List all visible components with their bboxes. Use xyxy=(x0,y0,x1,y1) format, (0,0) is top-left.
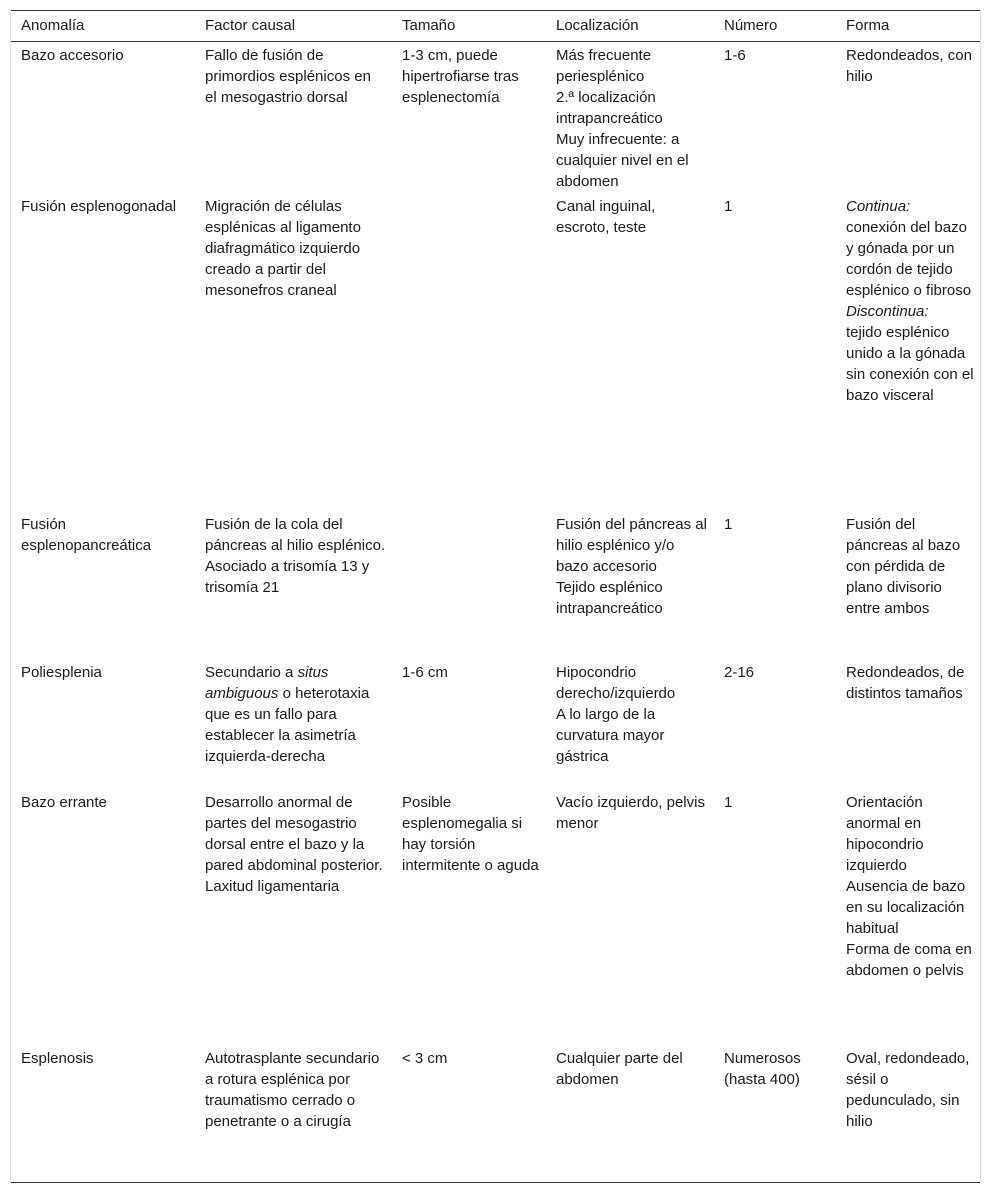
table-row xyxy=(11,193,980,511)
forma-discontinua-label: Discontinua: xyxy=(846,302,929,320)
forma-line: Orientación anormal en hipocondrio izquierdo xyxy=(846,793,924,874)
table-row xyxy=(11,659,980,789)
localizacion-line: Hipocondrio derecho/izquierdo xyxy=(556,663,676,702)
table-container xyxy=(10,10,981,1183)
cell-localizacion xyxy=(546,659,714,789)
header-tamano: Tamaño xyxy=(392,11,546,42)
cell-tamano xyxy=(392,193,546,511)
header-localizacion: Localización xyxy=(546,11,714,42)
header-numero: Número xyxy=(714,11,836,42)
cell-numero: 1 xyxy=(724,793,733,811)
cell-numero: 1 xyxy=(724,515,733,533)
cell-anomalia: Poliesplenia xyxy=(21,663,102,681)
cell-factor-causal: Fusión de la cola del páncreas al hilio esplénico. Asociado a trisomía 13 y trisomía 21 xyxy=(205,515,386,596)
cell-tamano: 1-3 cm, puede hipertrofiarse tras esplenectomía xyxy=(402,47,519,106)
localizacion-line: 2.ª localización intrapancreático xyxy=(556,89,663,127)
localizacion-line: Más frecuente periesplénico xyxy=(556,47,652,85)
cell-localizacion xyxy=(546,42,714,193)
localizacion-line: Tejido esplénico intrapancreático xyxy=(556,578,663,617)
table-row xyxy=(11,789,980,1045)
cell-numero: 2-16 xyxy=(724,663,755,681)
cell-forma: Redondeados, con hilio xyxy=(846,47,972,85)
forma-continua-text: conexión del bazo y gónada por un cordón de tejido esplénico o fibroso xyxy=(846,218,972,299)
header-row xyxy=(11,11,980,42)
cell-factor-causal: Migración de células esplénicas al ligamento diafragmático izquierdo creado a partir del mesonefros craneal xyxy=(205,197,361,299)
cell-numero: Numerosos (hasta 400) xyxy=(714,1045,836,1183)
cell-anomalia: Bazo accesorio xyxy=(21,47,124,64)
localizacion-line: Canal inguinal, escroto, teste xyxy=(556,197,656,236)
forma-discontinua-text: tejido esplénico unido a la gónada sin conexión con el bazo visceral xyxy=(846,323,974,404)
forma-line: Ausencia de bazo en su localización habitual xyxy=(846,877,966,937)
cell-tamano: < 3 cm xyxy=(392,1045,546,1183)
table-row xyxy=(11,42,980,193)
cell-anomalia: Fusión esplenopancreática xyxy=(21,515,152,554)
forma-line: Forma de coma en abdomen o pelvis xyxy=(846,940,972,979)
cell-forma: Fusión del páncreas al bazo con pérdida de plano divisorio entre ambos xyxy=(846,515,961,617)
header-anomalia: Anomalía xyxy=(11,11,195,42)
anomalies-table xyxy=(11,10,980,1183)
localizacion-line: Cualquier parte del abdomen xyxy=(556,1049,683,1088)
cell-factor-causal: Fallo de fusión de primordios esplénicos en el mesogastrio dorsal xyxy=(205,47,371,106)
cell-anomalia: Bazo errante xyxy=(21,793,107,811)
header-factor-causal: Factor causal xyxy=(195,11,392,42)
cell-forma: Oval, redondeado, sésil o pedunculado, sin hilio xyxy=(836,1045,980,1183)
cell-anomalia: Esplenosis xyxy=(11,1045,195,1183)
cell-numero: 1 xyxy=(724,197,733,215)
cell-forma xyxy=(836,193,980,511)
table-row xyxy=(11,511,980,659)
cell-forma: Redondeados, de distintos tamaños xyxy=(846,663,965,702)
localizacion-line: Muy infrecuente: a cualquier nivel en el abdomen xyxy=(556,131,689,190)
forma-continua-label: Continua: xyxy=(846,197,911,215)
localizacion-line: Vacío izquierdo, pelvis menor xyxy=(556,793,705,832)
localizacion-line: A lo largo de la curvatura mayor gástrica xyxy=(556,705,665,765)
cell-factor-causal: Autotrasplante secundario a rotura esplénica por traumatismo cerrado o penetrante o a cirugía xyxy=(195,1045,392,1183)
cell-tamano: Posible esplenomegalia si hay torsión intermitente o aguda xyxy=(402,793,539,874)
factor-text-pre: Secundario a xyxy=(205,663,294,681)
cell-localizacion xyxy=(546,1045,714,1183)
table-row xyxy=(11,1045,980,1183)
cell-localizacion xyxy=(546,511,714,659)
cell-localizacion xyxy=(546,789,714,1045)
cell-tamano xyxy=(392,511,546,659)
cell-numero: 1-6 xyxy=(724,47,746,64)
cell-localizacion xyxy=(546,193,714,511)
header-forma: Forma xyxy=(836,11,980,42)
cell-tamano: 1-6 cm xyxy=(402,663,448,681)
cell-factor-causal: Desarrollo anormal de partes del mesogastrio dorsal entre el bazo y la pared abdominal posterior. Laxitud ligamentaria xyxy=(205,793,383,895)
localizacion-line: Fusión del páncreas al hilio esplénico y/o bazo accesorio xyxy=(556,515,707,575)
cell-forma xyxy=(836,789,980,1045)
factor-text-italic: situs ambiguous xyxy=(205,663,329,702)
factor-text-post: o heterotaxia que es un fallo para establecer la asimetría izquierda-derecha xyxy=(205,684,370,765)
cell-anomalia: Fusión esplenogonadal xyxy=(21,197,177,215)
cell-factor-causal xyxy=(195,659,392,789)
